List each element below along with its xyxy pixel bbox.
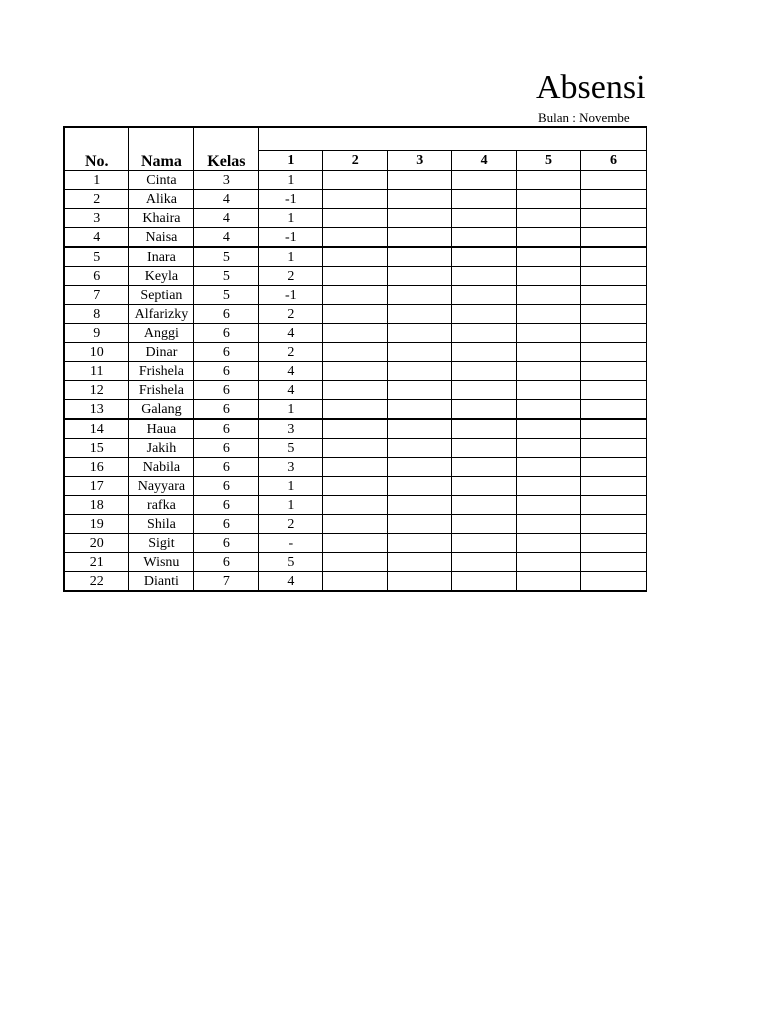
table-row: [64, 458, 647, 477]
cell-kelas: 3: [194, 171, 259, 190]
cell-day-5: [517, 534, 581, 553]
cell-day-3: [388, 458, 452, 477]
cell-day-5: [517, 496, 581, 515]
table-row: [64, 228, 647, 248]
table-row: [64, 534, 647, 553]
cell-day-1: 4: [259, 572, 323, 592]
table-row: [64, 247, 647, 267]
table-row: [64, 496, 647, 515]
cell-nama: Khaira: [129, 209, 194, 228]
table-row: [64, 439, 647, 458]
cell-no: 13: [64, 400, 129, 420]
cell-kelas: 6: [194, 419, 259, 439]
cell-day-5: [517, 190, 581, 209]
cell-day-3: [388, 324, 452, 343]
cell-day-6: [581, 228, 647, 248]
cell-day-4: [452, 267, 517, 286]
cell-no: 9: [64, 324, 129, 343]
attendance-sheet: [63, 126, 647, 596]
cell-day-1: 1: [259, 171, 323, 190]
cell-kelas: 6: [194, 343, 259, 362]
cell-day-6: [581, 553, 647, 572]
cell-day-2: [323, 343, 388, 362]
cell-kelas: 4: [194, 228, 259, 248]
cell-day-6: [581, 381, 647, 400]
cell-day-2: [323, 381, 388, 400]
cell-day-2: [323, 572, 388, 592]
cell-no: 4: [64, 228, 129, 248]
cell-day-3: [388, 439, 452, 458]
cell-day-4: [452, 362, 517, 381]
header-row: [64, 151, 647, 171]
cell-day-1: 1: [259, 400, 323, 420]
cell-day-2: [323, 209, 388, 228]
cell-day-1: 1: [259, 496, 323, 515]
cell-day-3: [388, 381, 452, 400]
cell-day-3: [388, 228, 452, 248]
cell-kelas: 6: [194, 496, 259, 515]
cell-day-5: [517, 477, 581, 496]
cell-day-6: [581, 247, 647, 267]
cell-day-1: 1: [259, 247, 323, 267]
cell-day-2: [323, 439, 388, 458]
cell-day-3: [388, 171, 452, 190]
cell-no: 19: [64, 515, 129, 534]
cell-day-2: [323, 419, 388, 439]
cell-day-5: [517, 209, 581, 228]
cell-no: 11: [64, 362, 129, 381]
cell-nama: Dianti: [129, 572, 194, 592]
cell-day-3: [388, 362, 452, 381]
cell-day-4: [452, 439, 517, 458]
header-day-6: 6: [581, 151, 647, 171]
cell-day-6: [581, 362, 647, 381]
cell-day-2: [323, 228, 388, 248]
header-day-1: 1: [259, 151, 323, 171]
header-top-row: [64, 127, 647, 151]
cell-kelas: 6: [194, 400, 259, 420]
header-kelas: Kelas: [194, 151, 259, 171]
cell-nama: Shila: [129, 515, 194, 534]
table-row: [64, 190, 647, 209]
cell-nama: Nabila: [129, 458, 194, 477]
cell-day-1: 4: [259, 362, 323, 381]
cell-day-5: [517, 572, 581, 592]
cell-day-3: [388, 400, 452, 420]
cell-day-1: 4: [259, 324, 323, 343]
cell-day-6: [581, 534, 647, 553]
cell-nama: Alfarizky: [129, 305, 194, 324]
cell-day-5: [517, 381, 581, 400]
cell-day-4: [452, 247, 517, 267]
table-row: [64, 553, 647, 572]
cell-day-5: [517, 171, 581, 190]
cell-day-6: [581, 286, 647, 305]
cell-kelas: 4: [194, 209, 259, 228]
cell-day-1: 2: [259, 515, 323, 534]
cell-day-5: [517, 458, 581, 477]
cell-no: 2: [64, 190, 129, 209]
table-row: [64, 209, 647, 228]
cell-nama: Septian: [129, 286, 194, 305]
cell-nama: Galang: [129, 400, 194, 420]
header-kelas-top-cell: [194, 127, 259, 151]
cell-kelas: 6: [194, 534, 259, 553]
cell-kelas: 5: [194, 286, 259, 305]
table-row: [64, 362, 647, 381]
table-row: [64, 305, 647, 324]
cell-day-4: [452, 477, 517, 496]
cell-day-3: [388, 419, 452, 439]
cell-day-4: [452, 553, 517, 572]
cell-day-6: [581, 343, 647, 362]
cell-day-5: [517, 439, 581, 458]
cell-no: 7: [64, 286, 129, 305]
table-row: [64, 515, 647, 534]
cell-kelas: 6: [194, 439, 259, 458]
cell-day-4: [452, 324, 517, 343]
cell-day-6: [581, 305, 647, 324]
header-no: No.: [64, 151, 129, 171]
table-row: [64, 400, 647, 420]
cell-day-2: [323, 458, 388, 477]
cell-nama: Jakih: [129, 439, 194, 458]
cell-day-4: [452, 286, 517, 305]
cell-day-6: [581, 267, 647, 286]
cell-day-2: [323, 190, 388, 209]
cell-day-2: [323, 400, 388, 420]
cell-day-1: 1: [259, 477, 323, 496]
cell-kelas: 6: [194, 515, 259, 534]
cell-day-4: [452, 381, 517, 400]
cell-day-1: 1: [259, 209, 323, 228]
cell-no: 22: [64, 572, 129, 592]
cell-kelas: 7: [194, 572, 259, 592]
cell-no: 16: [64, 458, 129, 477]
cell-day-4: [452, 419, 517, 439]
cell-no: 5: [64, 247, 129, 267]
month-subtitle: Bulan : Novembe: [538, 110, 630, 125]
cell-day-4: [452, 515, 517, 534]
cell-kelas: 6: [194, 553, 259, 572]
cell-day-5: [517, 515, 581, 534]
cell-day-6: [581, 324, 647, 343]
cell-day-4: [452, 190, 517, 209]
cell-day-5: [517, 286, 581, 305]
cell-no: 3: [64, 209, 129, 228]
cell-kelas: 4: [194, 190, 259, 209]
cell-day-2: [323, 362, 388, 381]
cell-nama: Anggi: [129, 324, 194, 343]
cell-kelas: 6: [194, 381, 259, 400]
cell-day-5: [517, 228, 581, 248]
cell-nama: Frishela: [129, 362, 194, 381]
cell-day-6: [581, 190, 647, 209]
cell-nama: rafka: [129, 496, 194, 515]
cell-day-1: 2: [259, 305, 323, 324]
cell-day-4: [452, 209, 517, 228]
cell-day-3: [388, 477, 452, 496]
cell-day-6: [581, 171, 647, 190]
cell-day-1: -1: [259, 228, 323, 248]
cell-day-2: [323, 286, 388, 305]
cell-day-5: [517, 343, 581, 362]
cell-day-3: [388, 305, 452, 324]
cell-day-5: [517, 419, 581, 439]
cell-day-6: [581, 458, 647, 477]
cell-day-5: [517, 400, 581, 420]
cell-day-3: [388, 286, 452, 305]
cell-nama: Frishela: [129, 381, 194, 400]
cell-day-1: -: [259, 534, 323, 553]
cell-nama: Sigit: [129, 534, 194, 553]
cell-day-3: [388, 209, 452, 228]
attendance-table: [63, 126, 647, 592]
cell-no: 17: [64, 477, 129, 496]
cell-day-3: [388, 343, 452, 362]
cell-day-6: [581, 572, 647, 592]
cell-day-2: [323, 515, 388, 534]
cell-day-2: [323, 534, 388, 553]
header-days-group-cell: [259, 127, 647, 151]
cell-no: 14: [64, 419, 129, 439]
cell-day-4: [452, 496, 517, 515]
cell-day-1: 3: [259, 419, 323, 439]
table-row: [64, 324, 647, 343]
cell-day-5: [517, 247, 581, 267]
cell-day-5: [517, 324, 581, 343]
cell-kelas: 6: [194, 458, 259, 477]
cell-day-2: [323, 171, 388, 190]
cell-kelas: 6: [194, 362, 259, 381]
cell-nama: Dinar: [129, 343, 194, 362]
cell-day-3: [388, 515, 452, 534]
header-nama-top-cell: [129, 127, 194, 151]
cell-day-6: [581, 400, 647, 420]
table-row: [64, 286, 647, 305]
cell-no: 6: [64, 267, 129, 286]
cell-day-4: [452, 534, 517, 553]
header-day-4: 4: [452, 151, 517, 171]
cell-nama: Nayyara: [129, 477, 194, 496]
cell-no: 15: [64, 439, 129, 458]
page-title: Absensi: [536, 69, 646, 106]
cell-day-4: [452, 343, 517, 362]
cell-day-6: [581, 477, 647, 496]
cell-day-5: [517, 553, 581, 572]
header-no-top-cell: [64, 127, 129, 151]
cell-day-3: [388, 553, 452, 572]
cell-kelas: 6: [194, 477, 259, 496]
cell-day-2: [323, 553, 388, 572]
cell-day-3: [388, 496, 452, 515]
cell-no: 12: [64, 381, 129, 400]
cell-no: 10: [64, 343, 129, 362]
cell-day-4: [452, 171, 517, 190]
table-row: [64, 419, 647, 439]
table-body: [64, 171, 647, 592]
cell-day-2: [323, 247, 388, 267]
table-row: [64, 267, 647, 286]
cell-day-6: [581, 439, 647, 458]
cell-day-6: [581, 496, 647, 515]
table-row: [64, 343, 647, 362]
cell-nama: Naisa: [129, 228, 194, 248]
cell-day-2: [323, 477, 388, 496]
cell-day-1: 3: [259, 458, 323, 477]
cell-no: 18: [64, 496, 129, 515]
cell-day-1: -1: [259, 190, 323, 209]
table-row: [64, 171, 647, 190]
cell-nama: Keyla: [129, 267, 194, 286]
table-row: [64, 381, 647, 400]
table-row: [64, 477, 647, 496]
cell-day-5: [517, 267, 581, 286]
cell-day-1: -1: [259, 286, 323, 305]
cell-day-1: 2: [259, 267, 323, 286]
cell-day-6: [581, 515, 647, 534]
cell-kelas: 6: [194, 305, 259, 324]
header-nama: Nama: [129, 151, 194, 171]
cell-day-4: [452, 228, 517, 248]
table-row: [64, 572, 647, 592]
cell-nama: Cinta: [129, 171, 194, 190]
cell-nama: Haua: [129, 419, 194, 439]
cell-day-5: [517, 362, 581, 381]
cell-day-3: [388, 247, 452, 267]
cell-kelas: 5: [194, 267, 259, 286]
cell-no: 8: [64, 305, 129, 324]
cell-no: 1: [64, 171, 129, 190]
cell-day-1: 5: [259, 553, 323, 572]
cell-nama: Inara: [129, 247, 194, 267]
cell-day-4: [452, 305, 517, 324]
cell-day-2: [323, 324, 388, 343]
cell-day-5: [517, 305, 581, 324]
cell-day-2: [323, 305, 388, 324]
cell-no: 21: [64, 553, 129, 572]
cell-day-2: [323, 496, 388, 515]
cell-day-3: [388, 534, 452, 553]
cell-day-1: 4: [259, 381, 323, 400]
cell-no: 20: [64, 534, 129, 553]
cell-day-2: [323, 267, 388, 286]
cell-kelas: 6: [194, 324, 259, 343]
cell-day-6: [581, 419, 647, 439]
cell-day-3: [388, 267, 452, 286]
cell-day-4: [452, 572, 517, 592]
cell-day-4: [452, 400, 517, 420]
cell-kelas: 5: [194, 247, 259, 267]
cell-day-1: 2: [259, 343, 323, 362]
cell-day-3: [388, 572, 452, 592]
cell-nama: Alika: [129, 190, 194, 209]
cell-day-1: 5: [259, 439, 323, 458]
header-day-2: 2: [323, 151, 388, 171]
header-day-3: 3: [388, 151, 452, 171]
header-day-5: 5: [517, 151, 581, 171]
cell-day-6: [581, 209, 647, 228]
cell-nama: Wisnu: [129, 553, 194, 572]
cell-day-4: [452, 458, 517, 477]
cell-day-3: [388, 190, 452, 209]
